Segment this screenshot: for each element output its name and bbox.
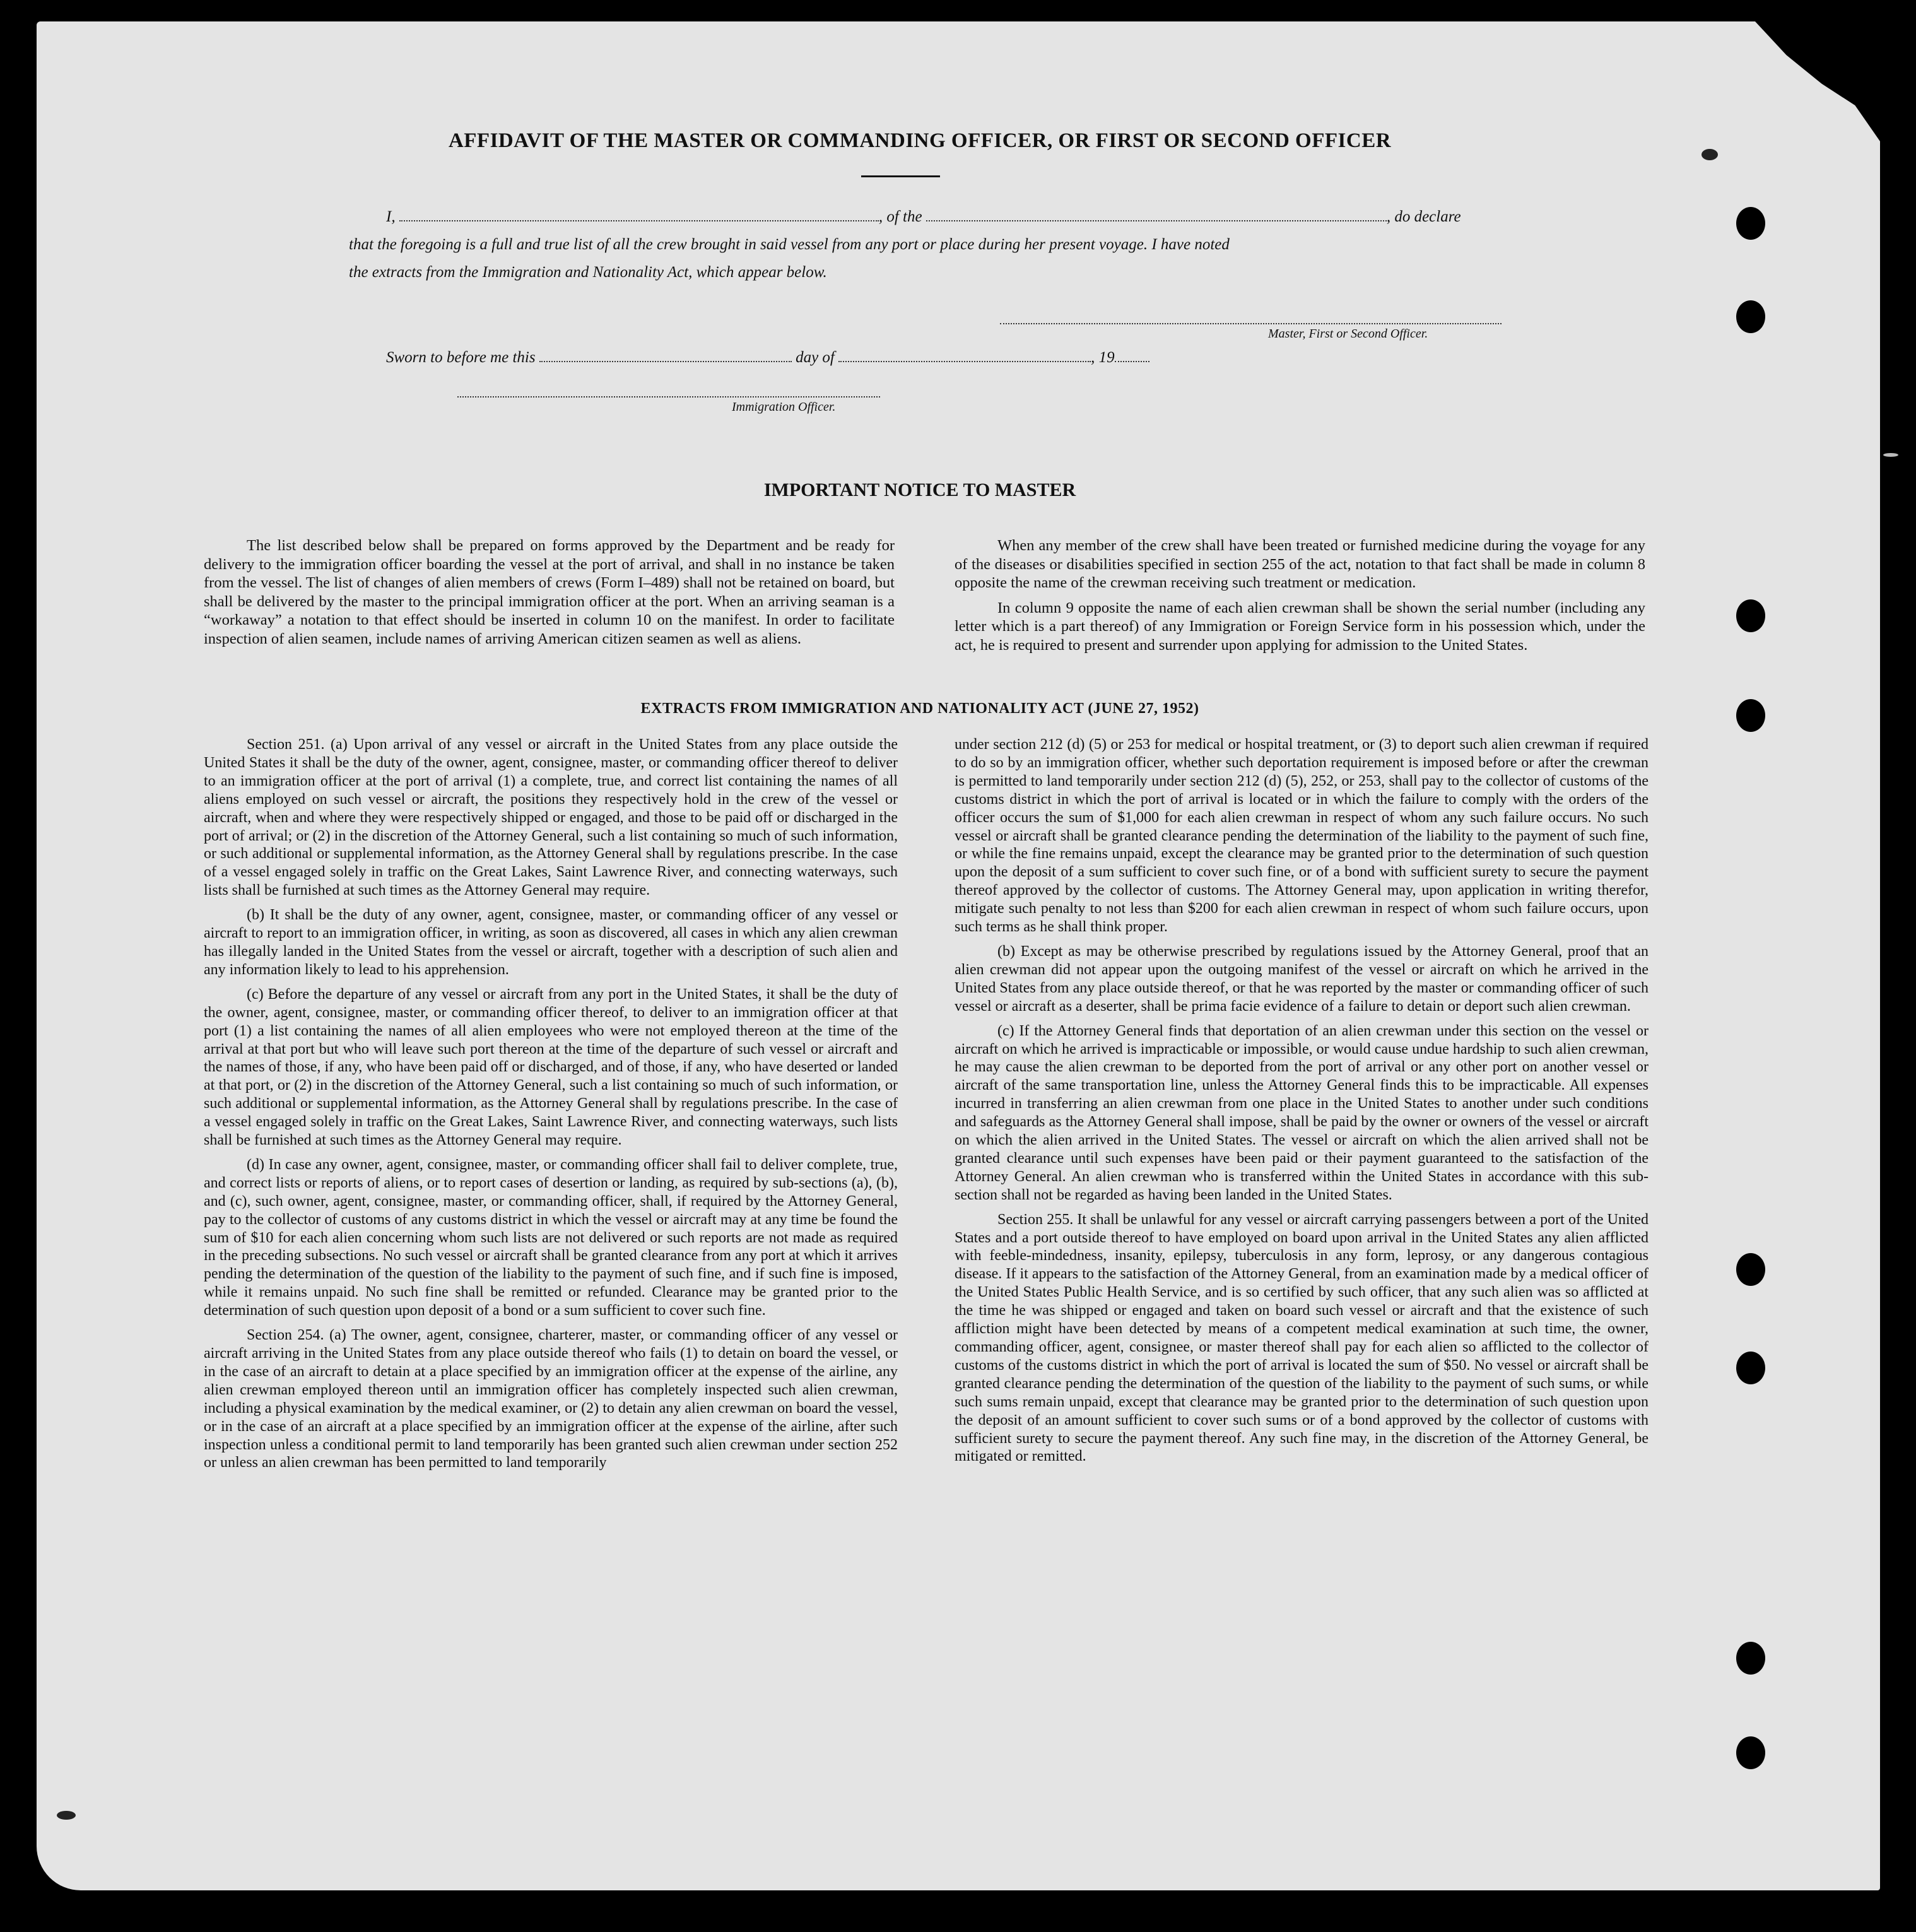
pronoun-i: I, xyxy=(386,208,396,225)
notice-left-column xyxy=(204,536,895,654)
affidavit-title: AFFIDAVIT OF THE MASTER OR COMMANDING OFFICER, OR FIRST OR SECOND OFFICER xyxy=(448,129,1392,152)
scan-mark xyxy=(1883,453,1898,457)
year-blank xyxy=(1115,350,1149,362)
master-signature-line xyxy=(1000,323,1502,324)
declaration-text-2: that the foregoing is a full and true list of all the crew brought in said vessel from any port or place during her present voyage. I have noted xyxy=(349,236,1230,253)
notice-title: IMPORTANT NOTICE TO MASTER xyxy=(763,480,1076,500)
sworn-month-blank xyxy=(838,350,1091,362)
extract-paragraph: (c) Before the departure of any vessel or aircraft from any port in the United States, it shall be the duty of the owner, agent, consignee, master, or commanding officer thereof, to deliver to an immigration officer at that port (1) a list containing the names of all alien employees who were not employed thereon at the time of the arrival at that port but who will leave such port thereon at the time of the departure of such vessel or aircraft and the names of those, if any, who have been paid off or discharged, and of those, if any, who have deserted or landed at that port, or (2) in the discretion of the Attorney General, such a list containing so much of such information, or such additional or supplemental information, as the Attorney General shall by regulations prescribe. In the case of a vessel engaged solely in traffic on the Great Lakes, Saint Lawrence River, and connecting waterways, such lists shall be furnished at such times as the Attorney General may require. xyxy=(204,986,898,1149)
extract-paragraph: Section 251. (a) Upon arrival of any vessel or aircraft in the United States from any place outside the United States it shall be the duty of the owner, agent, consignee, master, or commanding officer thereof to deliver to an immigration officer at the port of arrival (1) a complete, true, and correct list containing the names of all aliens employed on such vessel or aircraft, the positions they respectively hold in the crew of the vessel or aircraft, when and where they were respectively shipped or engaged, and those to be paid off or discharged in the port of arrival; or (2) in the discretion of the Attorney General, such a list containing so much of such information, or such additional or supplemental information, as the Attorney General shall by regulations prescribe. In the case of a vessel engaged solely in traffic on the Great Lakes, Saint Lawrence River, and connecting waterways, such lists shall be furnished at such times as the Attorney General may require. xyxy=(204,736,898,899)
punch-hole xyxy=(1736,1253,1765,1286)
extract-paragraph: Section 255. It shall be unlawful for any vessel or aircraft carrying passengers between a port of the United States and a port outside thereof to have employed on board upon arrival in the United States any alien afflicted with feeble-mindedness, insanity, epilepsy, tuberculosis in any form, leprosy, or any dangerous contagious disease. If it appears to the satisfaction of the Attorney General, from an examination made by a medical officer of the United States Public Health Service, and is so certified by such officer, that any such alien was so afflicted at the time he was shipped or engaged and taken on board such vessel or aircraft and that the existence of such affliction might have been detected by means of a competent medical examination at such time, the owner, commanding officer, agent, consignee, or master thereof shall pay for each alien so afflicted to the collector of customs of the customs district in which the port of arrival is located the sum of $50. No vessel or aircraft shall be granted clearance pending the determination of the question of the liability to the payment of such sums, or while such sums remain unpaid, except that clearance may be granted prior to the determination of such question upon the deposit of an amount sufficient to cover such sums or of a bond approved by the collector of customs with sufficient surety to secure the payment thereof. Any such fine may, in the discretion of the Attorney General, be mitigated or remitted. xyxy=(955,1211,1649,1465)
punch-hole xyxy=(1736,300,1765,333)
extract-paragraph: (d) In case any owner, agent, consignee, master, or commanding officer shall fail to deliver complete, true, and correct lists or reports of aliens, or to report cases of desertion or landing, as required by sub-sections (a), (b), and (c), such owner, agent, consignee, master, or commanding officer, shall, if required by the Attorney General, pay to the collector of customs of any customs district in which the vessel or aircraft may at any time be found the sum of $10 for each alien concerning whom such lists are not delivered or such reports are not made as required in the preceding subsections. No such vessel or aircraft shall be granted clearance from any port at which it arrives pending the determination of the question of the liability to the payment of such fine, and if such fine is imposed, while it remains unpaid. No such fine shall be remitted or refunded. Clearance may be granted prior to the determination of such question upon deposit of a bond or a sum sufficient to cover such fine. xyxy=(204,1156,898,1319)
punch-hole xyxy=(1736,1736,1765,1769)
vessel-blank xyxy=(926,209,1387,221)
notice-right-paragraph-1: When any member of the crew shall have been treated or furnished medicine during the voyage for any of the diseases or disabilities specified in section 255 of the act, notation to that fact shall be made in column 8 opposite the name of the crewman receiving such treatment or medication. xyxy=(955,537,1645,591)
officer-signature-line xyxy=(457,396,880,398)
punch-hole xyxy=(1736,1352,1765,1384)
name-blank xyxy=(399,209,879,221)
extract-paragraph: Section 254. (a) The owner, agent, consignee, charterer, master, or commanding officer of any vessel or aircraft arriving in the United States from any place outside thereof who fails (1) to detain on board the vessel, or in the case of an aircraft to detain at a place specified by an immigration officer at the expense of the airline, any alien crewman employed thereon until an immigration officer has completely inspected such alien crewman, including a physical examination by the medical examiner, or (2) to detain any alien crewman on board the vessel, or in the case of an aircraft at a place specified by an immigration officer at the expense of the airline, after such inspection unless a conditional permit to land temporarily has been granted such alien crewman under section 252 or unless an alien crewman has been permitted to land temporarily xyxy=(204,1327,898,1471)
day-of-label: day of xyxy=(796,349,835,366)
extract-paragraph: (b) It shall be the duty of any owner, agent, consignee, master, or commanding officer of any vessel or aircraft to report to an immigration officer, in writing, as soon as discovered, all cases in which any alien crewman has illegally landed in the United States from the vessel or aircraft, together with a description of such alien and any information likely to lead to his apprehension. xyxy=(204,907,898,978)
title-rule xyxy=(861,175,940,177)
punch-hole xyxy=(1736,599,1765,632)
extracts-title: EXTRACTS FROM IMMIGRATION AND NATIONALITY ACT (JUNE 27, 1952) xyxy=(640,700,1199,717)
ink-mark xyxy=(1701,149,1718,160)
sworn-line xyxy=(386,344,1149,372)
extract-paragraph: (b) Except as may be otherwise prescribed by regulations issued by the Attorney General, proof that an alien crewman did not appear upon the outgoing manifest of the vessel or aircraft on which he arrived in the United States from any place outside thereof, or that he was reported by the master or commanding officer of such vessel or aircraft as a deserter, shall be prima facie evidence of a failure to detain or deport such alien crewman. xyxy=(955,943,1649,1015)
extract-paragraph: under section 212 (d) (5) or 253 for medical or hospital treatment, or (3) to deport such alien crewman if required to do so by an immigration officer, whether such deportation requirement is imposed before or after the crewman is permitted to land temporarily under section 212 (d) (5), 252, or 253, shall pay to the collector of customs of the customs district in which the port of arrival is located or in which the failure to comply with the orders of the officer occurs the sum of $1,000 for each alien crewman in respect of whom any such failure occurs. No such vessel or aircraft shall be granted clearance pending the determination of the liability to the payment of such fine, or while the fine remains unpaid, except the clearance may be granted prior to the determination of such question upon the deposit of a sum sufficient to cover such fine, or of a bond with sufficient surety to secure the payment thereof approved by the collector of customs. The Attorney General may, upon application in writing therefor, mitigate such penalty to not less than $200 for each alien crewman in respect of whom such failure occurs, upon such terms as he shall think proper. xyxy=(955,736,1649,936)
notice-right-column xyxy=(955,536,1645,661)
declaration-text-3: the extracts from the Immigration and Nationality Act, which appear below. xyxy=(349,264,827,281)
officer-caption: Immigration Officer. xyxy=(732,400,836,414)
notice-left-paragraph: The list described below shall be prepared on forms approved by the Department and be ready for delivery to the immigration officer boarding the vessel at the port of arrival, and shall in no instance be taken from the vessel. The list of changes of alien members of crews (Form I–489) shall not be retained on board, but shall be delivered by the master to the principal immigration officer at the port. When an arriving seaman is a “workaway” a notation to that effect should be inserted in column 10 on the manifest. In order to facilitate inspection of alien seamen, include names of arriving American citizen seamen as well as aliens. xyxy=(204,537,895,647)
extracts-left-column xyxy=(204,736,898,1478)
do-declare-label: , do declare xyxy=(1386,208,1461,225)
extracts-right-column xyxy=(955,736,1649,1472)
declaration-line xyxy=(386,203,1461,231)
punch-hole xyxy=(1736,207,1765,240)
notice-right-paragraph-2: In column 9 opposite the name of each alien crewman shall be shown the serial number (including any letter which is a part thereof) of any Immigration or Foreign Service form in his possession which, under the act, he is required to present and surrender upon applying for admission to the United States. xyxy=(955,599,1645,654)
year-label: , 19 xyxy=(1091,349,1115,366)
punch-hole xyxy=(1736,1642,1765,1675)
extract-paragraph: (c) If the Attorney General finds that deportation of an alien crewman under this section on the vessel or aircraft on which he arrived is impracticable or impossible, or would cause undue hardship to such alien crewman, he may cause the alien crewman to be deported from the port of arrival or any other port on another vessel or aircraft of the same transportation line, unless the Attorney General finds this to be impracticable. All expenses incurred in transferring an alien crewman from one place in the United States to another under such conditions and safeguards as the Attorney General shall impose, shall be paid by the owner or owners of the vessel or aircraft on which the alien arrived in the United States. The vessel or aircraft on which the alien arrived shall not be granted clearance until such expenses have been paid or their payment guaranteed to the satisfaction of the Attorney General. An alien crewman who is transferred within the United States in accordance with this sub-section shall not be regarded as having been landed in the United States. xyxy=(955,1022,1649,1203)
sworn-label: Sworn to before me this xyxy=(386,349,536,366)
of-the-label: , of the xyxy=(878,208,922,225)
ink-mark xyxy=(57,1811,76,1820)
sworn-day-blank xyxy=(539,350,792,362)
master-caption: Master, First or Second Officer. xyxy=(1268,327,1428,341)
